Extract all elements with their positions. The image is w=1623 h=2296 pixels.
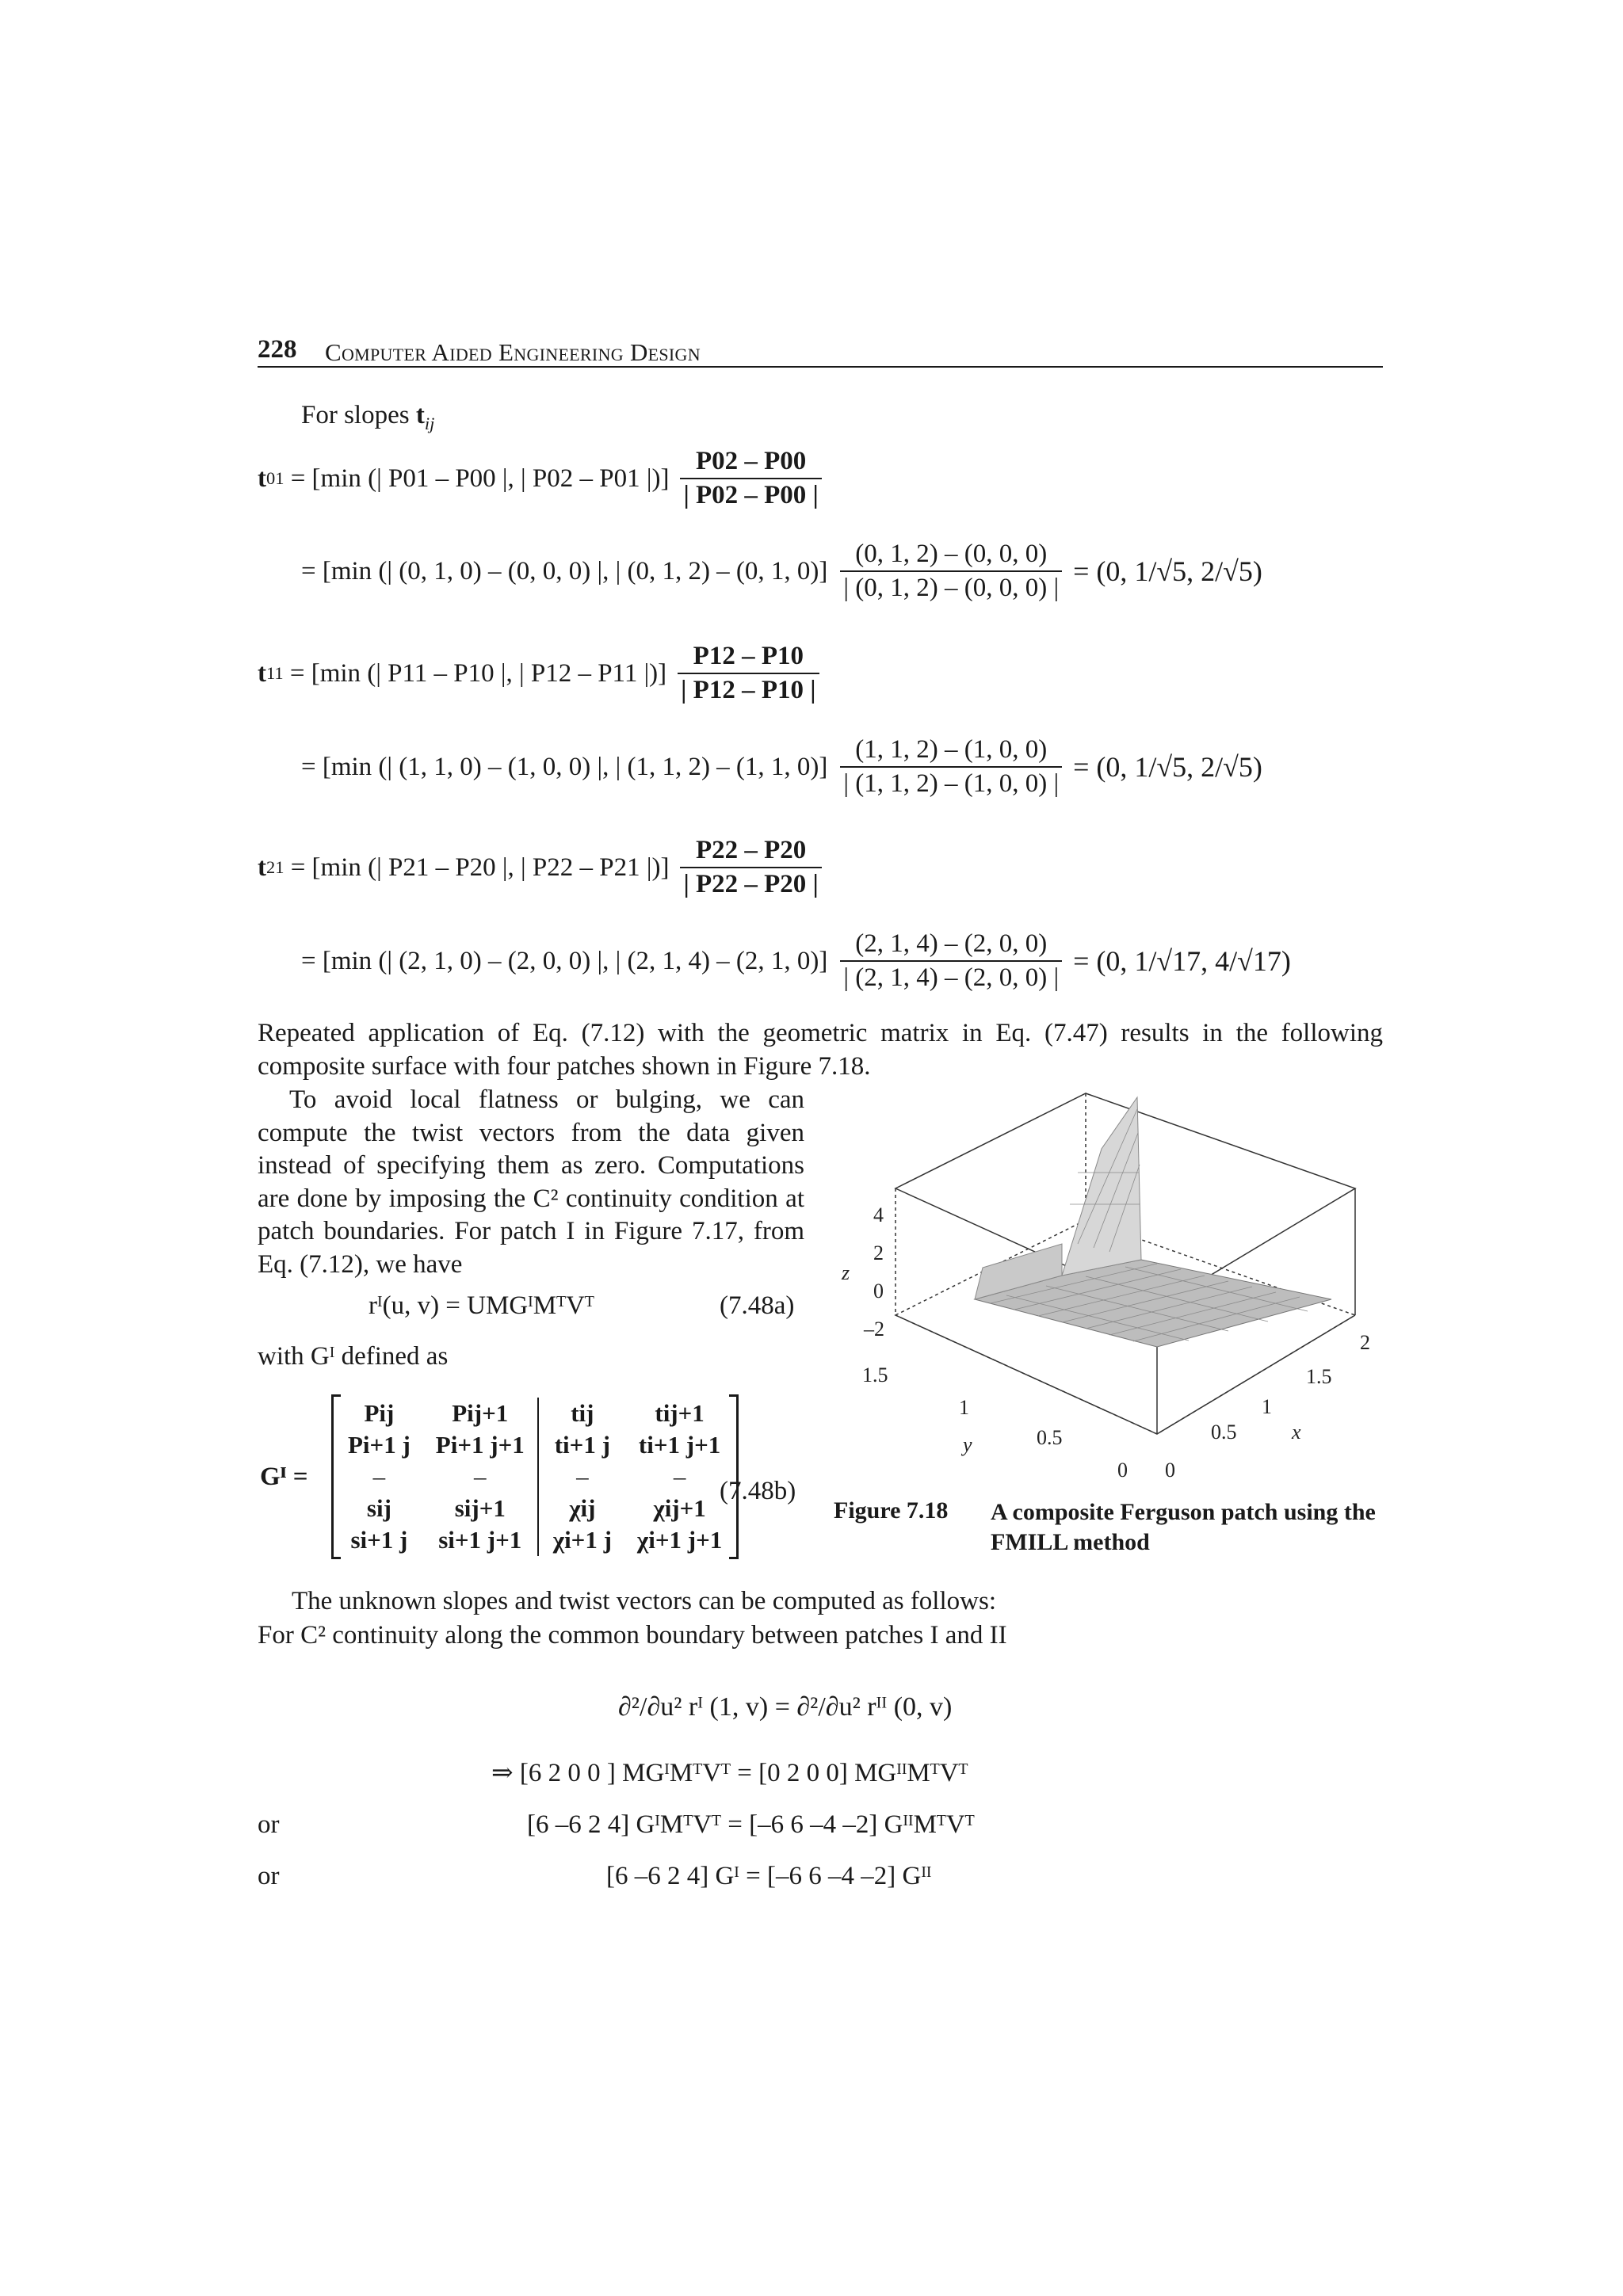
equation-t21-values: = [min (| (2, 1, 0) – (2, 0, 0) |, | (2, 1, 4) – (2, 1, 0)] $\frac{(2, 1, 4) - (2, 0, 0)}{| (2, 1, 4) - (2, 0, 0) |}$ = (0, 1/√17, 4/√17) bbox=[301, 929, 1291, 992]
x-tick-label: 0.5 bbox=[1211, 1421, 1237, 1444]
equation-second-derivative: ∂²/∂u² rᴵ (1, v) = ∂²/∂u² rᴵᴵ (0, v) bbox=[618, 1692, 953, 1722]
x-axis-label: x bbox=[1292, 1421, 1301, 1444]
figure-surface-plot bbox=[824, 1085, 1379, 1482]
matrix-row: – – – – bbox=[335, 1461, 735, 1493]
y-tick-label: 0 bbox=[1117, 1459, 1128, 1482]
z-tick-label: 4 bbox=[873, 1203, 884, 1226]
y-tick-label: 0.5 bbox=[1037, 1426, 1063, 1449]
running-title: Computer Aided Engineering Design bbox=[325, 338, 701, 366]
paragraph-unknown-slopes: The unknown slopes and twist vectors can be computed as follows: bbox=[292, 1587, 996, 1615]
figure-caption-text: A composite Ferguson patch using the FMILL method bbox=[991, 1499, 1376, 1555]
matrix-row: Pi+1 j Pi+1 j+1 ti+1 j ti+1 j+1 bbox=[335, 1429, 735, 1461]
figure-caption-number: Figure 7.18 bbox=[834, 1497, 949, 1524]
y-tick-label: 1 bbox=[959, 1396, 969, 1419]
z-tick-label: 0 bbox=[873, 1280, 884, 1302]
x-tick-label: 2 bbox=[1360, 1331, 1370, 1354]
equation-t21: t 21 = [min (| P21 – P20 |, | P22 – P21 |)] $\frac{P22 - P20}{| P22 - P20 |}$ bbox=[258, 837, 822, 898]
with-g-text: with Gᴵ defined as bbox=[258, 1342, 449, 1371]
matrix-row: Pij Pij+1 tij tij+1 bbox=[335, 1398, 735, 1429]
equation-t11: t 11 = [min (| P11 – P10 |, | P12 – P11 |)] $\frac{P12 - P10}{| P12 - P10 |}$ bbox=[258, 643, 819, 704]
equation-7-48a-tag: (7.48a) bbox=[720, 1291, 795, 1320]
x-tick-label: 1 bbox=[1262, 1395, 1272, 1418]
intro-text: For slopes $t_{ij}$ bbox=[301, 401, 435, 433]
equation-7-48b-tag: (7.48b) bbox=[720, 1477, 796, 1505]
equation-t11-values: = [min (| (1, 1, 0) – (1, 0, 0) |, | (1, 1, 2) – (1, 1, 0)] $\frac{(1, 1, 2) - (1, 0, 0)}{| (1, 1, 2) - (1, 0, 0) |}$ = (0, 1/√5, 2/√5) bbox=[301, 735, 1262, 798]
equation-t01: t 01 = [min (| P01 – P00 |, | P02 – P01 |)] $\frac{P02 - P00}{| P02 - P00 |}$ bbox=[258, 448, 822, 509]
equation-implication: ⇒ [6 2 0 0 ] MGᴵMᵀVᵀ = [0 2 0 0] MGᴵᴵMᵀVᵀ bbox=[491, 1759, 968, 1787]
page-number: 228 bbox=[258, 335, 297, 364]
equation-or-2: [6 –6 2 4] Gᴵ = [–6 6 –4 –2] Gᴵᴵ bbox=[606, 1862, 932, 1890]
z-tick-label: –2 bbox=[864, 1318, 884, 1341]
y-tick-label: 1.5 bbox=[862, 1363, 888, 1386]
header-rule bbox=[258, 366, 1383, 368]
paragraph-repeated-application: Repeated application of Eq. (7.12) with the geometric matrix in Eq. (7.47) results in the following composite surface with four patches shown in Figure 7.18. bbox=[258, 1019, 1383, 1081]
paragraph-twist-vectors: To avoid local flatness or bulging, we can compute the twist vectors from the data given instead of specifying them as zero. Computations are done by imposing the C² continuity condition at patch boundaries. For patch I in Figure 7.17, from Eq. (7.12), we have bbox=[258, 1085, 804, 1279]
z-tick-label: 2 bbox=[873, 1241, 884, 1264]
paragraph-c2-continuity: For C² continuity along the common boundary between patches I and II bbox=[258, 1621, 1007, 1650]
matrix-row: si+1 j si+1 j+1 χi+1 j χi+1 j+1 bbox=[335, 1524, 735, 1556]
matrix-lhs: Gᴵ = bbox=[260, 1463, 308, 1491]
x-tick-label: 0 bbox=[1165, 1459, 1175, 1482]
equation-t01-values: = [min (| (0, 1, 0) – (0, 0, 0) |, | (0, 1, 2) – (0, 1, 0)] $\frac{(0, 1, 2) - (0, 0, 0)}{| (0, 1, 2) - (0, 0, 0) |}$ = (0, 1/√5, 2/√5) bbox=[301, 540, 1262, 602]
equation-7-48a: rᴵ(u, v) = UMGᴵMᵀVᵀ bbox=[369, 1291, 594, 1320]
or-label: or bbox=[258, 1810, 280, 1839]
z-axis-label: z bbox=[842, 1261, 850, 1284]
matrix-g bbox=[331, 1394, 739, 1559]
y-axis-label: y bbox=[963, 1433, 972, 1456]
equation-or-1: [6 –6 2 4] GᴵMᵀVᵀ = [–6 6 –4 –2] GᴵᴵMᵀVᵀ bbox=[527, 1810, 975, 1839]
surface-mesh bbox=[975, 1097, 1331, 1347]
matrix-row: sij sij+1 χij χij+1 bbox=[335, 1493, 735, 1524]
or-label: or bbox=[258, 1862, 280, 1890]
x-tick-label: 1.5 bbox=[1306, 1365, 1332, 1388]
